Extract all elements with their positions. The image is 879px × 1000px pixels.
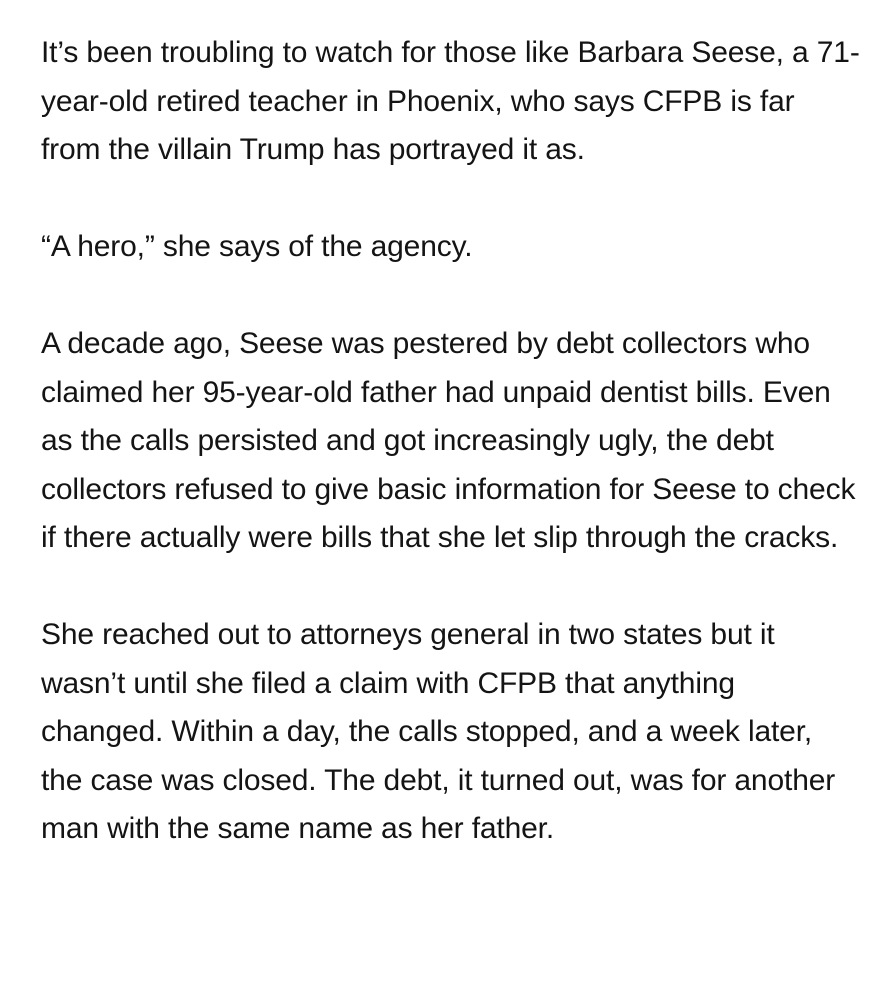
paragraph-debt-collectors: A decade ago, Seese was pestered by debt collectors who claimed her 95-year-old father had unpaid dentist bills. Even as the calls persisted and got increasingly ugly, the debt collectors refused to give basic information for Seese to check if there actually were bills that she let slip through the cracks. <box>41 327 856 554</box>
paragraph-intro: It’s been troubling to watch for those like Barbara Seese, a 71-year-old retired teacher in Phoenix, who says CFPB is far from the villain Trump has portrayed it as. <box>41 36 860 166</box>
paragraph-quote: “A hero,” she says of the agency. <box>41 230 473 263</box>
article-body <box>41 29 861 854</box>
paragraph-resolution: She reached out to attorneys general in two states but it wasn’t until she filed a claim with CFPB that anything changed. Within a day, the calls stopped, and a week later, the case was closed. The debt, it turned out, was for another man with the same name as her father. <box>41 618 836 845</box>
